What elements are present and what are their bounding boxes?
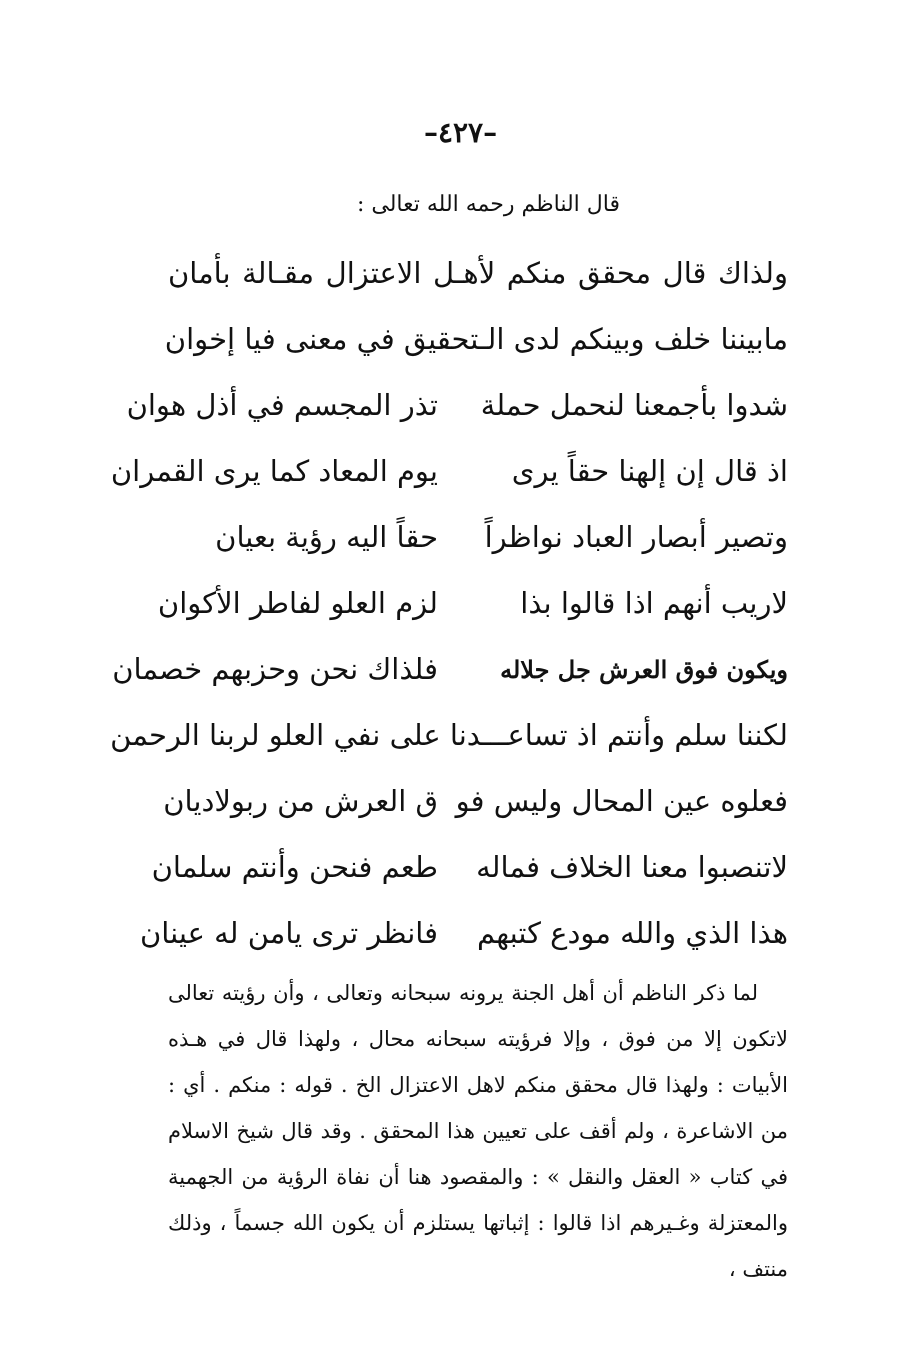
verse-line <box>168 240 788 306</box>
verse-second-hemistich: لزم العلو لفاطر الأكوان <box>157 586 438 620</box>
verse-first-hemistich: اذ قال إن إلهنا حقاً يرى <box>511 454 788 488</box>
verse-line <box>139 900 788 966</box>
verse-second-hemistich: يوم المعاد كما يرى القمران <box>110 454 438 488</box>
verse-first-hemistich: وتصير أبصار العباد نواظراً <box>484 520 788 554</box>
commentary-paragraph: لما ذكر الناظم أن أهل الجنة يرونه سبحانه وتعالى ، وأن رؤيته تعالى لاتكون إلا من فوق ، وإلا فرؤيته سبحانه محال ، ولهذا قال في هـذه الأبيات : ولهذا قال محقق منكم لاهل الاعتزال الخ . قوله : منكم . أي : من الاشاعرة ، ولم أقف على تعيين هذا المحقق . وقد قال شيخ الاسلام في كتاب « العقل والنقل » : والمقصود هنا أن نفاة الرؤية من الجهمية والمعتزلة وغـيرهم اذا قالوا : إثباتها يستلزم أن يكون الله جسماً ، وذلك منتف ، <box>168 981 788 1281</box>
commentary-text <box>168 970 788 1292</box>
verse-line <box>168 504 788 570</box>
verse-second-hemistich: تذر المجسم في أذل هوان <box>126 388 438 422</box>
verse-first-hemistich: فعلوه عين المحال وليس فو <box>455 784 788 818</box>
verse-line <box>110 438 788 504</box>
verse-first-hemistich: ويكون فوق العرش جل جلاله <box>500 654 788 684</box>
verse-second-hemistich: حقاً اليه رؤية بعيان <box>215 520 438 554</box>
verse-first-hemistich: لاريب أنهم اذا قالوا بذا <box>520 586 788 620</box>
verse-first-hemistich: هذا الذي والله مودع كتبهم <box>476 916 788 950</box>
verse-line <box>163 768 788 834</box>
section-heading: قال الناظم رحمه الله تعالى : <box>356 192 620 217</box>
verse-second-hemistich: فلذاك نحن وحزبهم خصمان <box>112 652 438 686</box>
verse-first-hemistich: لاتنصبوا معنا الخلاف فماله <box>476 850 788 884</box>
verse-line <box>112 636 788 702</box>
verse-line <box>157 570 788 636</box>
verse-text: مابيننا خلف وبينكم لدى الـتحقيق في معنى فيا إخوان <box>164 322 788 356</box>
verse-first-hemistich: شدوا بأجمعنا لنحمل حملة <box>480 388 788 422</box>
verse-text: لكننا سلم وأنتم اذ تساعـــدنا على نفي العلو لربنا الرحمن <box>110 718 788 752</box>
page-number: –٤٢٧– <box>423 116 498 149</box>
verse-line <box>126 372 788 438</box>
verse-second-hemistich: طعم فنحن وأنتم سلمان <box>151 850 438 884</box>
verse-line <box>151 834 788 900</box>
verse-second-hemistich: فانظر ترى يامن له عينان <box>139 916 438 950</box>
verse-text: ولذاك قال محقق منكم لأهـل الاعتزال مقـالة بأمان <box>168 256 788 290</box>
verse-line <box>164 306 788 372</box>
poem-verses <box>110 240 788 966</box>
verse-line <box>110 702 788 768</box>
verse-second-hemistich: ق العرش من ربولاديان <box>163 784 438 818</box>
